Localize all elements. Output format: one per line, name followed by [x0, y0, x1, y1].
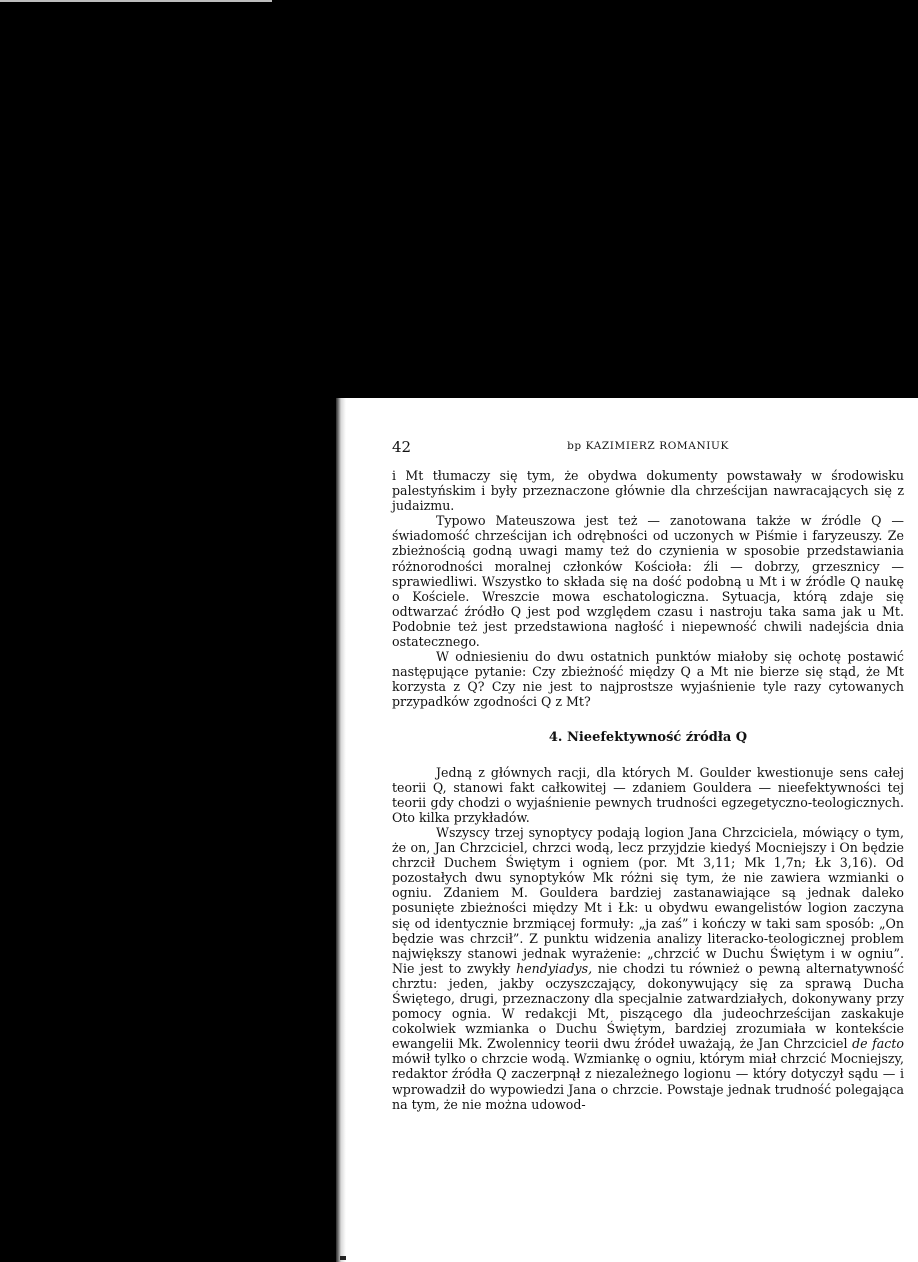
- paragraph-continued: i Mt tłumaczy się tym, że obydwa dokumenty powstawały w środowisku palestyńskim i były przeznaczone głównie dla chrześcijan nawracających się z judaizmu.: [392, 468, 904, 514]
- page-body: [392, 468, 904, 1112]
- section-heading: 4. Nieefektywność źródła Q: [548, 729, 748, 745]
- paragraph-text: Wszyscy trzej synoptycy podają logion Jana Chrzciciela, mówiący o tym, że on, Jan Chrzciciel, chrzci wodą, lecz przyjdzie kiedyś Mocniejszy i On będzie chrzcił Duchem Świętym i ogniem (por. Mt 3,11; Mk 1,7n; Łk 3,16). Od pozostałych dwu synoptyków Mk różni się tym, że nie zawiera wzmianki o ogniu. Zdaniem M. Gouldera bardziej zastanawiające są jednak daleko posunięte zbieżności między Mt i Łk: u obydwu ewangelistów logion zaczyna się od identycznie brzmiącej formuły: „ja zaś” i kończy w taki sam sposób: „On będzie was chrzcił”. Z punktu widzenia analizy literacko-teologicznej problem największy stanowi jednak wyrażenie: „chrzcić w Duchu Świętym i w ogniu”. Nie jest to zwykły: [392, 824, 904, 976]
- paragraph-text: mówił tylko o chrzcie wodą. Wzmiankę o ogniu, którym miał chrzcić Mocniejszy, redaktor źródła Q zaczerpnął z niezależnego logionu — który dotyczył sądu — i wprowadził do wypowiedzi Jana o chrzcie. Powstaje jednak trudność polegająca na tym, że nie można udowod-: [392, 1051, 904, 1112]
- scan-artifact: [340, 1256, 346, 1260]
- paragraph-text: nie chodzi tu również o pewną alternatywność chrztu: jeden, jakby oczyszczający, dokonywujący się za sprawą Ducha Świętego, drugi, przeznaczony dla specjalnie zatwardziałych, dokonywany przy pomocy ognia. W redakcji Mt, piszącego dla judeochrześcijan zaskakuje cokolwiek wzmianka o Duchu Świętym, bardziej zrozumiała w kontekście ewangelii Mk. Zwolennicy teorii dwu źródeł uważają, że Jan Chrzciciel: [392, 960, 904, 1052]
- page-header: [392, 438, 904, 458]
- running-title: bp KAZIMIERZ ROMANIUK: [567, 440, 729, 452]
- page-spine-shadow: [336, 398, 346, 1262]
- page-number: 42: [392, 438, 412, 456]
- paragraph: W odniesieniu do dwu ostatnich punktów miałoby się ochotę postawić następujące pytanie: Czy zbieżność między Q a Mt nie bierze się stąd, że Mt korzysta z Q? Czy nie jest to najprostsze wyjaśnienie tyle razy cytowanych przypadków zgodności Q z Mt?: [392, 649, 904, 710]
- scan-edge-strip: [0, 0, 272, 2]
- paragraph: [392, 825, 904, 1112]
- book-page: [336, 398, 918, 1262]
- paragraph: Jedną z głównych racji, dla których M. Goulder kwestionuje sens całej teorii Q, stanowi fakt całkowitej — zdaniem Gouldera — nieefektywności tej teorii gdy chodzi o wyjaśnienie pewnych trudności egzegetyczno-teologicznych. Oto kilka przykładów.: [392, 764, 904, 825]
- italic-term: de facto: [852, 1036, 904, 1052]
- paragraph: Typowo Mateuszowa jest też — zanotowana także w źródle Q — świadomość chrześcijan ich odrębności od uczonych w Piśmie i faryzeuszy. Ze zbieżnością godną uwagi mamy też do czynienia w sposobie przedstawiania różnorodności moralnej członków Kościoła: źli — dobrzy, grzesznicy — sprawiedliwi. Wszystko to składa się na dość podobną u Mt i w źródle Q naukę o Kościele. Wreszcie mowa eschatologiczna. Sytuacja, którą zdaje się odtwarzać źródło Q jest pod względem czasu i nastroju taka sama jak u Mt. Podobnie też jest przedstawiona nagłość i niepewność chwili nadejścia dnia ostatecznego.: [392, 513, 904, 650]
- italic-term: hendyiadys,: [516, 960, 593, 976]
